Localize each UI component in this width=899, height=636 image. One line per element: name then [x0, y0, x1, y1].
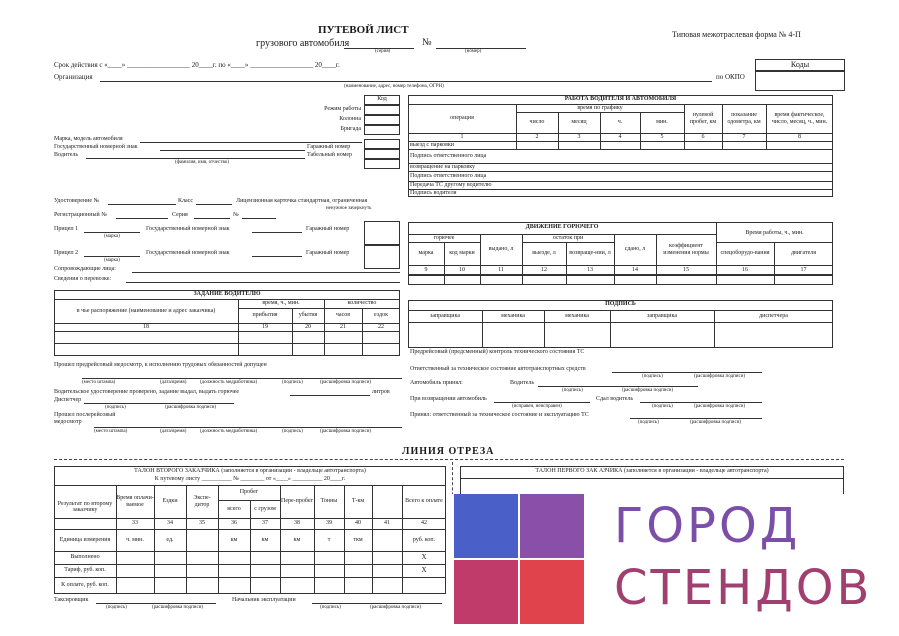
h-tons: Тонны — [320, 498, 338, 505]
num-cell: 13 — [587, 266, 593, 273]
x-mark: Х — [421, 565, 427, 574]
col-min: мин. — [656, 119, 668, 126]
license-card-hint: ненужное зачеркнуть — [326, 206, 372, 211]
h-tkm: Т-км — [351, 498, 365, 505]
fuel-table-title: ДВИЖЕНИЕ ГОРЮЧЕГО — [525, 224, 599, 230]
row-done: Выполнено — [70, 554, 100, 561]
row-tariff: Тариф, руб. коп. — [64, 567, 106, 574]
col-quantity: количество — [347, 300, 377, 307]
hint-med-position-2: (должность медработника) — [200, 429, 258, 434]
col-day: число — [529, 119, 545, 126]
organization-label: Организация — [54, 73, 93, 81]
accepted-sig-hint: (подпись) — [638, 420, 659, 425]
driver-sig-hint: (подпись) — [562, 388, 583, 393]
accompany-label: Сопровождающие лица: — [54, 266, 116, 272]
col-time: время, ч., мин. — [262, 300, 300, 307]
organization-hint: (наименование, адрес, номер телефона, ОГРН) — [344, 84, 444, 89]
num-cell: 18 — [143, 323, 149, 330]
validity-line: Срок действия с «____» __________________ 20____г. по «____» __________________ 20____г. — [54, 61, 340, 69]
h-rides: Ездки — [162, 498, 178, 505]
dispatcher-label: Диспетчер — [54, 397, 82, 403]
num-cell: 12 — [541, 266, 547, 273]
hint-med-position: (должность медработника) — [200, 380, 258, 385]
fuel-coef-header: коэффициент изменения нормы — [663, 243, 709, 256]
series-label: Серия — [172, 212, 188, 218]
num-cell: 34 — [167, 520, 173, 527]
row-departure: выезд с парковки — [410, 142, 455, 148]
col-arrive: прибытия — [252, 312, 278, 319]
col-schedule: время по графику — [577, 104, 623, 111]
work-mode-label: Режим работы — [324, 106, 361, 112]
hint-datetime-2: (дата/время) — [160, 429, 187, 434]
responsible-label: Ответственный за техническое состояние автотранспортных средств — [410, 366, 586, 372]
num-cell: 16 — [742, 266, 748, 273]
vehicle-brand-label: Марка, модель автомобиля — [54, 136, 123, 142]
reg-number-label: Регистрационный № — [54, 212, 107, 218]
license-check-label: Водительское удостоверение проверено, задание выдал, выдать горючее — [54, 389, 240, 395]
license-label: Удостоверение № — [54, 198, 100, 204]
unit-cell: ед. — [166, 536, 174, 543]
handed-sig-hint: (подпись) — [652, 404, 673, 409]
charges-label: Начальник эксплуатации — [232, 597, 296, 603]
num-cell: 21 — [340, 323, 346, 330]
sig-refueler-2: заправщика — [647, 312, 677, 319]
handed-driver-label: Сдал водитель — [596, 396, 634, 402]
row-to-pay: К оплате, руб. коп. — [61, 582, 109, 589]
codes-header: Коды — [790, 60, 810, 69]
num-cell: 22 — [378, 323, 384, 330]
row-transfer: Передача ТС другому водителю — [410, 182, 492, 188]
num-cell: 40 — [355, 520, 361, 527]
fuel-header: горючее — [433, 234, 455, 241]
unit-cell: т — [327, 536, 331, 543]
vehicle-plate-label: Государственный номерной знак — [54, 144, 138, 150]
handed-decode-hint: (расшифровка подписи) — [694, 404, 746, 409]
accepted-label: Принял: ответственный за техническое состояние и эксплуатацию ТС — [410, 412, 589, 418]
col-hour: ч. — [617, 119, 623, 126]
num-cell: 3 — [577, 133, 581, 140]
unit-cell: км — [261, 536, 269, 543]
return-state-hint: (исправен, неисправен) — [512, 404, 562, 409]
second-coupon-sheet: К путевому листу __________ № ________ от «____» __________ 20____г. — [154, 476, 346, 482]
driver-task-title: ЗАДАНИЕ ВОДИТЕЛЮ — [193, 291, 261, 297]
row-sign-driver: Подпись водителя — [410, 190, 457, 196]
num-cell: 35 — [199, 520, 205, 527]
logo-square-red — [520, 560, 584, 624]
brigade-label: Бригада — [340, 126, 361, 132]
number-hint: (номер) — [465, 49, 482, 54]
row-sign-responsible-2: Подпись ответственного лица — [410, 173, 487, 179]
hint-datetime: (дата/время) — [160, 380, 187, 385]
fuel-code-header: код марки — [449, 250, 475, 257]
num-cell: 15 — [683, 266, 689, 273]
num-cell: 11 — [498, 266, 504, 273]
special-equipment-header: спецоборудо-вания — [720, 250, 770, 257]
driver-label: Водитель — [54, 152, 79, 158]
transport-info-label: Сведения о перевозке: — [54, 276, 112, 282]
num-cell: 14 — [632, 266, 638, 273]
accepted-decode-hint: (расшифровка подписи) — [690, 420, 742, 425]
watermark-logo-mark — [454, 494, 594, 634]
form-title: ПУТЕВОЙ ЛИСТ — [318, 24, 409, 36]
h-overrun: Пере-пробег — [281, 498, 313, 505]
liters-label: литров — [372, 389, 390, 395]
num-cell: 41 — [384, 520, 390, 527]
driver-hint: (фамилия, имя, отчество) — [175, 160, 229, 165]
unit-cell: км — [293, 536, 301, 543]
engine-header: двигателя — [790, 250, 817, 257]
car-accepted-driver-label: Водитель — [510, 380, 535, 386]
sig-mechanic-2: механика — [565, 312, 589, 319]
charges-sig-hint: (подпись) — [320, 605, 341, 610]
post-medcheck-label: Прошел послерейсовый медосмотр — [54, 412, 116, 425]
hint-signature: (подпись) — [282, 380, 303, 385]
hint-decode-2: (расшифровка подписи) — [320, 429, 372, 434]
h-result: Результат по второму заказчику — [57, 500, 113, 513]
num-cell: 5 — [660, 133, 664, 140]
signature-title: ПОДПИСЬ — [605, 301, 636, 307]
reg-num-sign: № — [233, 212, 239, 218]
num-cell: 39 — [326, 520, 332, 527]
trailer2-label: Прицеп 2 — [54, 250, 79, 256]
hint-stamp-2: (место штампа) — [94, 429, 128, 434]
x-mark: Х — [421, 552, 427, 561]
logo-square-blue — [454, 494, 518, 558]
row-sign-responsible: Подпись ответственного лица — [410, 153, 487, 159]
taxing-decode-hint: (расшифровка подписи) — [152, 605, 204, 610]
responsible-sig-hint: (подпись) — [642, 374, 663, 379]
num-cell: 33 — [132, 520, 138, 527]
work-table-title: РАБОТА ВОДИТЕЛЯ И АВТОМОБИЛЯ — [564, 96, 677, 102]
car-accepted-label: Автомобиль принял: — [410, 380, 463, 386]
sig-refueler-1: заправщика — [430, 312, 460, 319]
col-operation: операция — [450, 115, 474, 122]
tech-check-label: Предрейсовый (предсменный) контроль технического состояния ТС — [410, 349, 585, 355]
col-hours: часов — [335, 312, 351, 319]
trailer2-garage-label: Гаражный номер — [306, 250, 350, 256]
num-cell: 37 — [262, 520, 268, 527]
fuel-remain-header: остаток при — [552, 234, 584, 241]
signature-table — [408, 300, 833, 348]
license-card-label: Лицензионная карточка стандартная, ограниченная — [236, 198, 368, 204]
garage-number-label: Гаражный номер — [307, 144, 351, 150]
trailer2-brand-hint: (марка) — [104, 258, 120, 263]
medcheck-label: Прошел предрейсовый медосмотр, к исполнению трудовых обязанностей допущен — [54, 362, 267, 368]
fuel-out-header: выезде, л — [532, 250, 556, 257]
watermark-line1: ГОРОД — [614, 498, 801, 554]
num-cell: 42 — [421, 520, 427, 527]
hint-stamp: (место штампа) — [82, 380, 116, 385]
num-cell: 20 — [305, 323, 311, 330]
num-cell: 38 — [294, 520, 300, 527]
cut-line — [54, 459, 844, 460]
work-time-header: Время работы, ч., мин. — [745, 230, 804, 236]
second-coupon-title: ТАЛОН ВТОРОГО ЗАКАЗЧИКА (заполняется в организации - владельце автотранспорта) — [134, 468, 366, 474]
taxing-sig-hint: (подпись) — [106, 605, 127, 610]
h-expeditor: Экспе-дитор — [193, 495, 211, 508]
code-header: Код — [377, 96, 387, 102]
col-leave: убытия — [298, 312, 318, 319]
col-customer: в чье распоряжение (наименование и адрес заказчика) — [76, 307, 216, 314]
unit-cell: ч. мин. — [126, 536, 144, 543]
okpo-label: по ОКПО — [716, 73, 745, 81]
tabel-number-label: Табельный номер — [307, 152, 353, 158]
row-return: возвращение на парковку — [410, 164, 476, 170]
watermark-line2: СТЕНДОВ — [614, 560, 873, 616]
fuel-return-header: возвраще-нии, л — [569, 250, 611, 257]
h-run-cargo: с грузом — [254, 505, 276, 512]
responsible-decode-hint: (расшифровка подписи) — [694, 374, 746, 379]
num-cell: 8 — [798, 133, 801, 140]
logo-square-violet — [520, 494, 584, 558]
dispatcher-sig-hint: (подпись) — [105, 405, 126, 410]
driver-decode-hint: (расшифровка подписи) — [622, 388, 674, 393]
logo-square-magenta — [454, 560, 518, 624]
num-cell: 6 — [701, 133, 705, 140]
h-sum: Всего к оплате — [405, 498, 443, 505]
unit-cell: руб. коп. — [412, 536, 436, 543]
num-cell: 2 — [535, 133, 539, 140]
sig-dispatcher: диспетчера — [759, 312, 788, 319]
trailer1-label: Прицеп 1 — [54, 226, 79, 232]
num-cell: 4 — [618, 133, 622, 140]
num-cell: 1 — [460, 133, 464, 140]
dispatcher-decode-hint: (расшифровка подписи) — [165, 405, 217, 410]
h-time: Время оплачи-ваемое — [116, 495, 154, 508]
form-subtitle: грузового автомобиля — [256, 38, 350, 49]
number-sign: № — [422, 37, 432, 48]
on-return-label: При возвращении автомобиль — [410, 396, 487, 402]
fuel-given-header: сдано, л — [624, 246, 646, 253]
row-unit: Единица измерения — [59, 536, 111, 543]
class-label: Класс — [178, 198, 193, 204]
col-month: месяц — [571, 119, 587, 126]
trailer2-plate-label: Государственный номерной знак — [146, 250, 230, 256]
trailer1-plate-label: Государственный номерной знак — [146, 226, 230, 232]
fuel-brand-header: марка — [418, 250, 434, 257]
first-coupon-title: ТАЛОН ПЕРВОГО ЗАК АЗЧИКА (заполняется в организации - владельце автотранспорта) — [535, 468, 769, 474]
trailer1-garage-label: Гаражный номер — [306, 226, 350, 232]
h-run-total: всего — [227, 505, 241, 512]
num-cell: 10 — [459, 266, 465, 273]
series-hint: (серия) — [375, 49, 391, 54]
col-fact-time: время фактическое, число, месяц, ч., мин. — [771, 112, 828, 125]
num-cell: 17 — [800, 266, 807, 273]
cut-line-label: ЛИНИЯ ОТРЕЗА — [402, 446, 495, 457]
column-label: Колонна — [339, 116, 361, 122]
fuel-issued-header: выдано, л — [488, 246, 514, 253]
col-rides: ездок — [374, 312, 388, 319]
col-odometer: показание одометра, км — [727, 112, 761, 125]
hint-signature-2: (подпись) — [282, 429, 303, 434]
h-run: Пробег — [239, 489, 259, 496]
col-zero-run: нулевой пробег, км — [689, 112, 717, 125]
num-cell: 9 — [424, 266, 428, 273]
taxing-label: Таксировщик — [54, 597, 89, 603]
form-type-label: Типовая межотраслевая форма № 4-П — [672, 30, 801, 39]
sig-mechanic-1: механика — [501, 312, 525, 319]
num-cell: 7 — [742, 133, 746, 140]
num-cell: 36 — [231, 520, 237, 527]
hint-decode: (расшифровка подписи) — [320, 380, 372, 385]
trailer1-brand-hint: (марка) — [104, 234, 120, 239]
unit-cell: ткм — [353, 536, 363, 543]
unit-cell: км — [230, 536, 238, 543]
watermark-panel — [450, 494, 899, 636]
charges-decode-hint: (расшифровка подписи) — [370, 605, 422, 610]
num-cell: 19 — [262, 323, 268, 330]
